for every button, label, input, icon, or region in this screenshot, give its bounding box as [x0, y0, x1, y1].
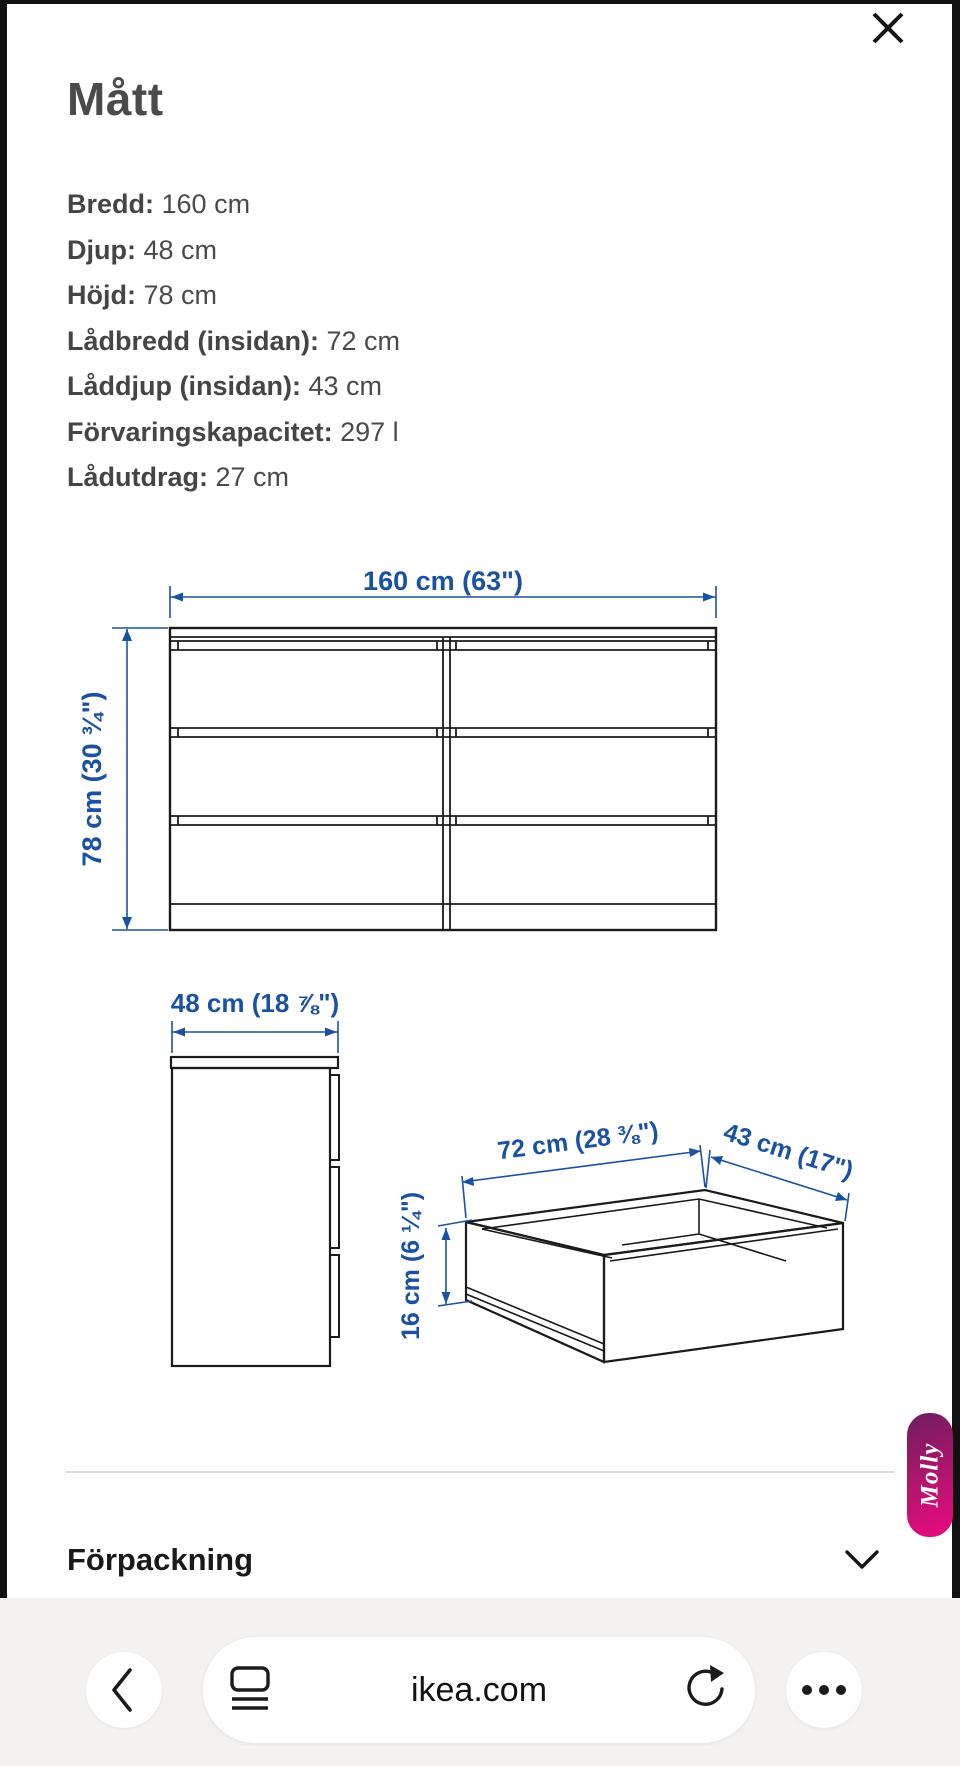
more-button[interactable] [786, 1652, 862, 1728]
close-icon [856, 2, 916, 62]
measurement-row [67, 273, 400, 319]
drawer-height-dimension: 16 cm (6 ¼") [397, 1191, 425, 1341]
measurement-row [67, 319, 400, 365]
measurement-row [67, 182, 400, 228]
back-button[interactable] [86, 1652, 162, 1728]
chat-tab-molly[interactable] [907, 1413, 953, 1537]
section-forpackning[interactable] [0, 1538, 952, 1594]
measurement-value: 72 cm [326, 325, 401, 356]
dresser-front-view [170, 628, 716, 930]
measurement-row [67, 228, 400, 274]
measurement-row [67, 364, 400, 410]
more-icon [796, 1680, 852, 1700]
measurement-label: Låddjup (insidan): [67, 371, 301, 401]
drawer-depth-dimension: 43 cm (17") [720, 1117, 857, 1185]
front-view-dimension-arrows [122, 593, 715, 930]
measurement-label: Förvaringskapacitet: [67, 416, 333, 447]
chevron-down-icon [842, 1548, 882, 1579]
measurement-label: Höjd: [67, 280, 136, 310]
section-divider [65, 1471, 895, 1473]
dresser-side-view [171, 1057, 339, 1366]
measurement-value: 160 cm [161, 189, 251, 219]
measurement-list [67, 182, 400, 501]
frame-border-top [0, 0, 960, 4]
page-title: Mått [67, 73, 164, 125]
measurement-value: 27 cm [215, 462, 290, 492]
measurement-label: Djup: [67, 234, 136, 265]
measurement-value: 297 l [340, 416, 399, 447]
measurement-value: 43 cm [308, 371, 383, 401]
section-label: Förpackning [67, 1542, 254, 1577]
drawer-perspective-view [466, 1190, 843, 1362]
address-bar[interactable] [203, 1637, 755, 1743]
measurement-label: Bredd: [67, 189, 154, 219]
side-depth-dimension: 48 cm (18 ⅞") [170, 988, 340, 1018]
measurement-label: Lådbredd (insidan): [67, 325, 319, 356]
side-view-dimension-lines [172, 1021, 338, 1053]
chat-tab-label: Molly [916, 1442, 943, 1508]
url-text: ikea.com [410, 1670, 548, 1709]
measurement-value: 48 cm [143, 234, 218, 265]
measurement-row [67, 455, 400, 501]
measurement-row [67, 410, 400, 456]
browser-toolbar [0, 1598, 960, 1766]
drawer-width-dimension: 72 cm (28 ⅜") [495, 1116, 661, 1166]
front-width-dimension: 160 cm (63") [363, 566, 523, 596]
dimensions-diagram [0, 560, 960, 1400]
back-icon [104, 1664, 144, 1716]
measurement-label: Lådutdrag: [67, 462, 208, 492]
reload-icon [683, 1663, 729, 1715]
front-height-dimension: 78 cm (30 ¾") [77, 691, 107, 867]
reload-button[interactable] [683, 1663, 729, 1720]
measurement-value: 78 cm [143, 280, 218, 310]
close-button[interactable] [856, 2, 916, 62]
drawer-dimension-lines [438, 1145, 849, 1306]
